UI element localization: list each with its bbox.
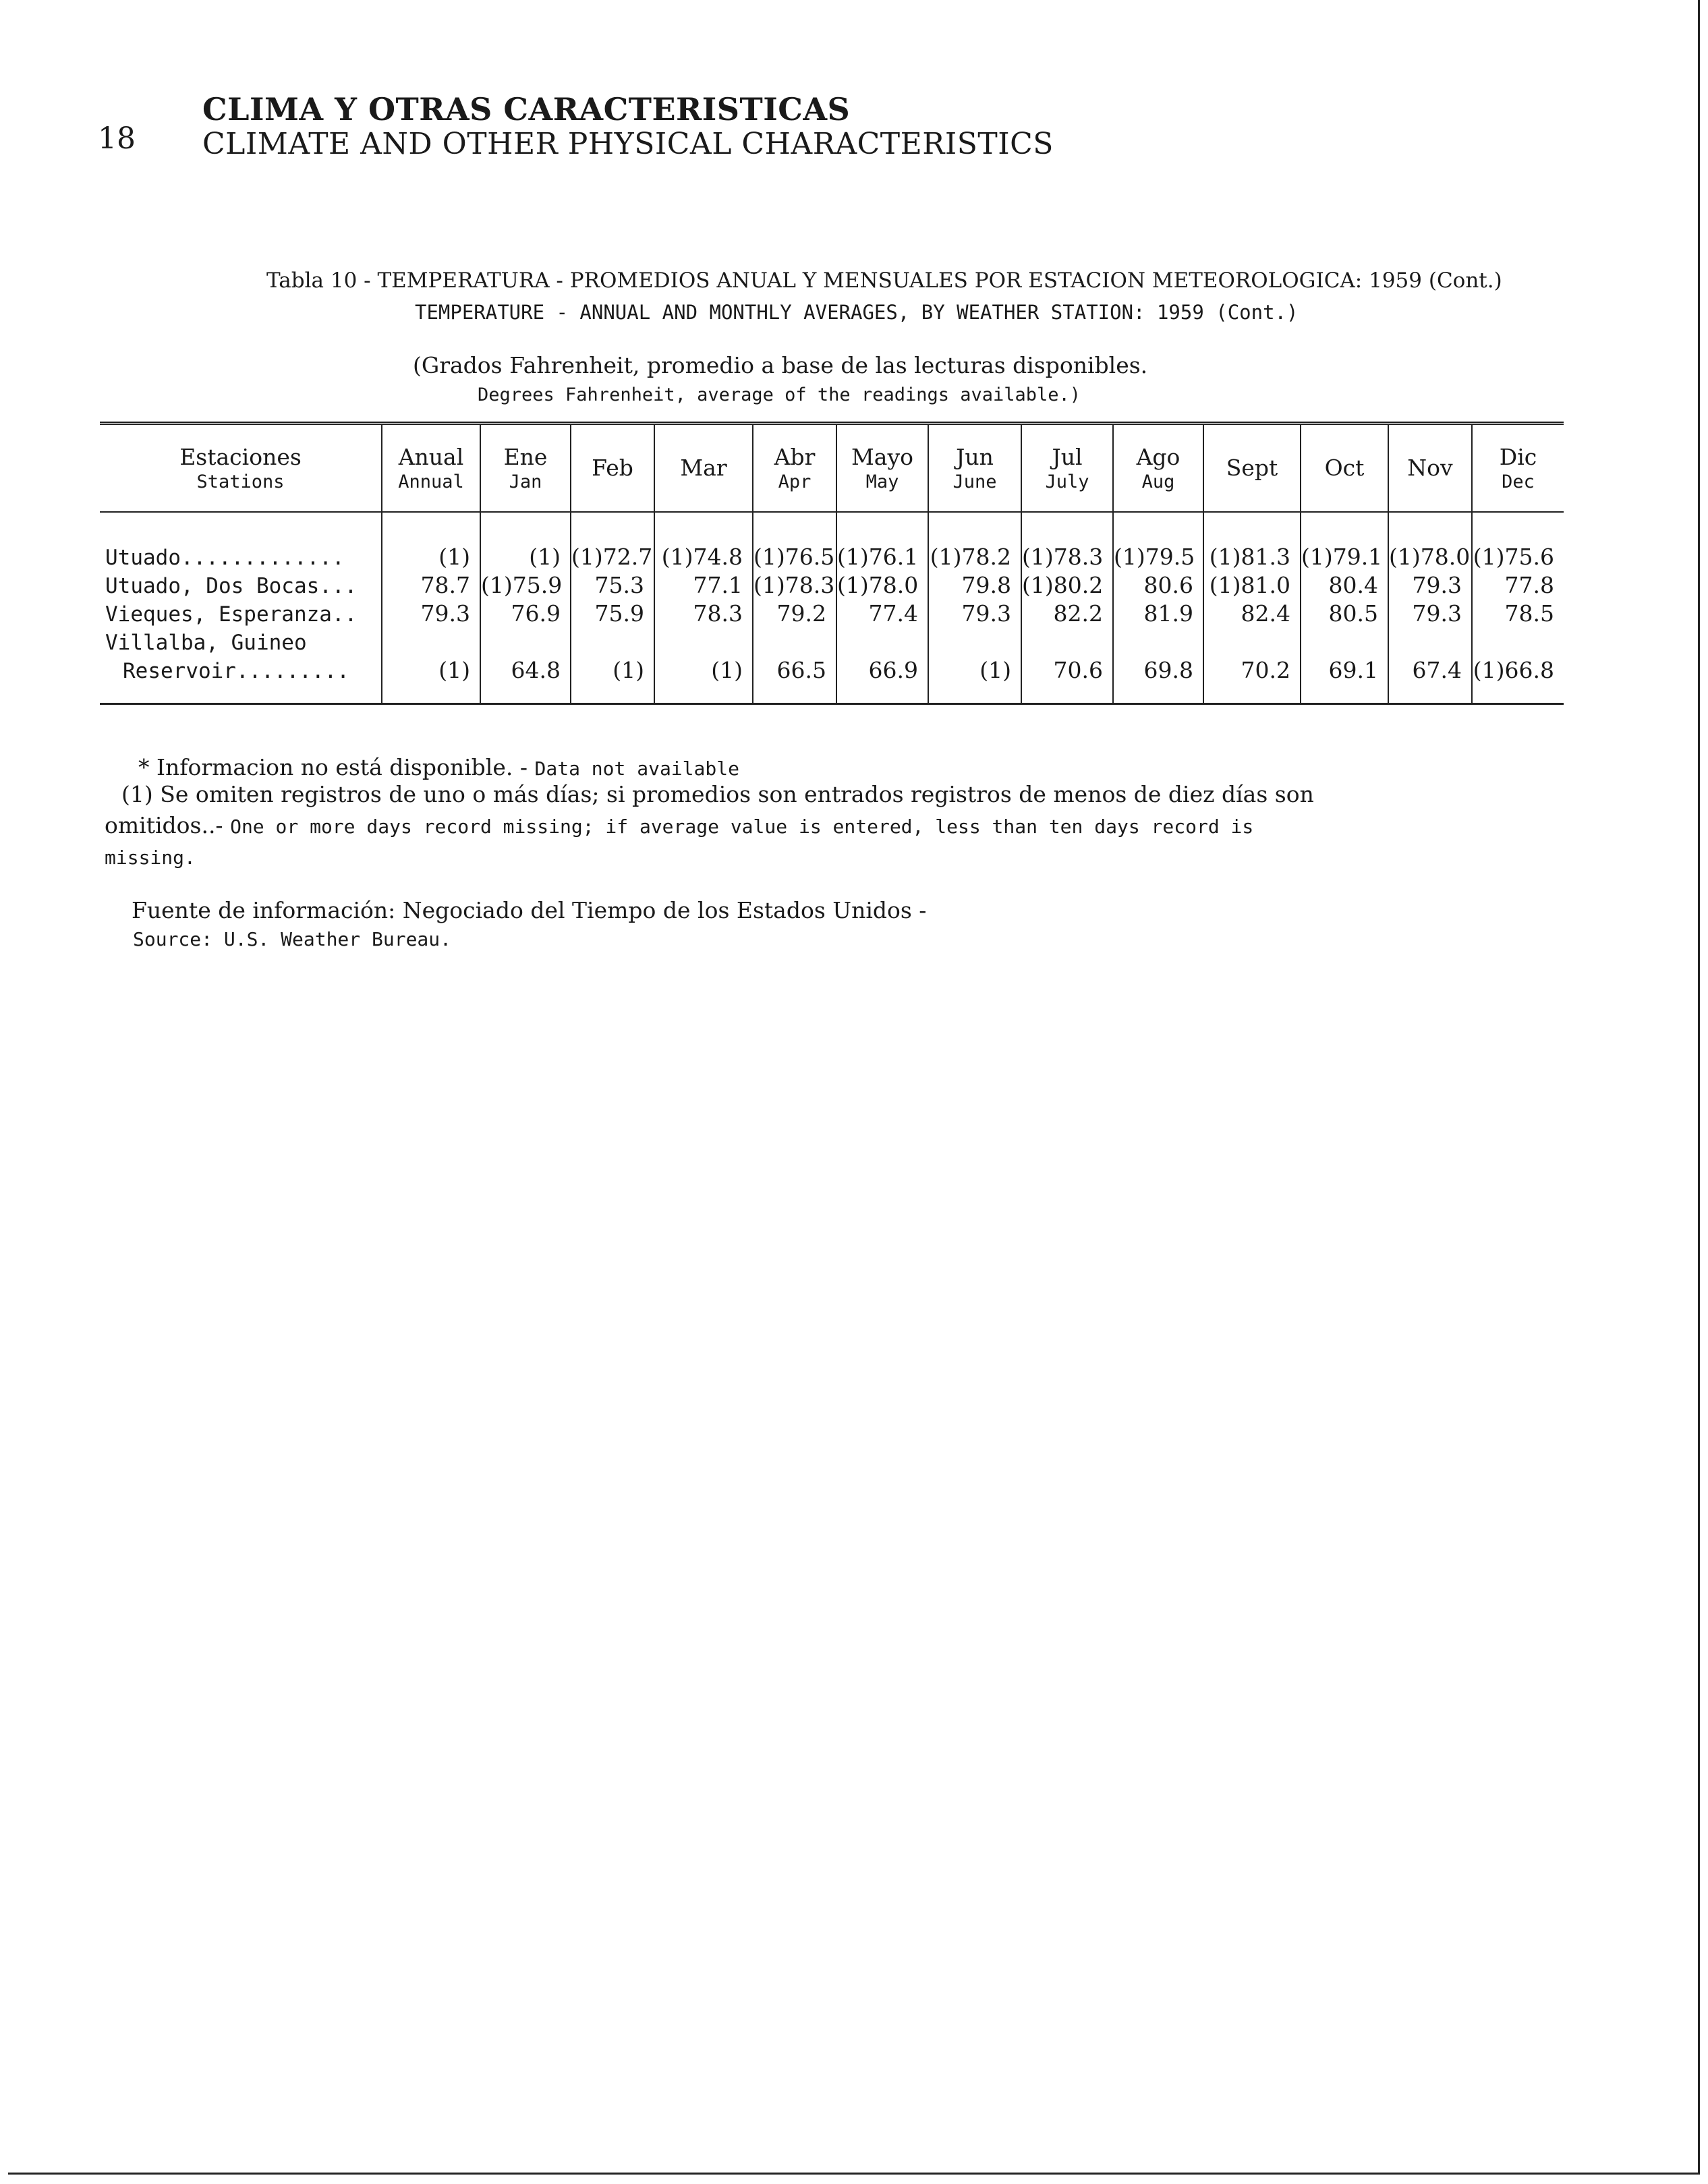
column-header-spanish: Ene [503,443,548,470]
value-cell: 66.5 [753,656,836,684]
spacer-cell [753,512,836,542]
value-cell [571,627,654,656]
station-name: Utuado............. [105,545,345,570]
value-cell: 79.3 [928,599,1021,627]
station-name: Vieques, Esperanza.. [105,602,358,627]
value-cell: 79.2 [753,599,836,627]
column-header-spanish: Mar [680,455,727,482]
value-cell: 75.9 [571,599,654,627]
value-cell: 79.8 [928,571,1021,599]
footnote-one-spanish: (1) Se omiten registros de uno o más días; si promedios son entrados registros de menos de diez días son [121,781,1314,807]
station-cell [100,599,382,627]
value-cell: 70.2 [1203,656,1301,684]
value-cell: 79.3 [1388,599,1472,627]
column-header-english: July [1045,471,1089,492]
value-cell: (1)78.0 [836,571,928,599]
value-cell: (1)72.7 [571,542,654,571]
value-cell: 79.3 [382,599,480,627]
spacer-cell [654,684,753,704]
column-header-spanish: Jun [956,443,994,470]
footnote-star-spanish: * Informacion no está disponible. - [138,754,528,780]
value-cell: (1)78.3 [753,571,836,599]
column-header-english: Annual [398,471,464,492]
value-cell: 70.6 [1021,656,1113,684]
station-cell [100,571,382,599]
value-cell [1203,627,1301,656]
column-header-english: June [952,471,997,492]
value-cell: (1)75.6 [1472,542,1564,571]
page-heading-english: CLIMATE AND OTHER PHYSICAL CHARACTERISTICS [202,127,1054,161]
spacer-cell [1203,512,1301,542]
value-cell [1113,627,1203,656]
column-header [836,424,928,513]
page-number: 18 [98,121,136,156]
spacer-cell [571,684,654,704]
column-header [753,424,836,513]
page-border [8,0,1700,2175]
value-cell [1021,627,1113,656]
spacer-cell [480,512,571,542]
column-header-spanish: Mayo [851,443,913,470]
value-cell: (1)80.2 [1021,571,1113,599]
spacer-cell [100,684,382,704]
value-cell: 78.3 [654,599,753,627]
station-cell [100,656,382,684]
value-cell: (1) [480,542,571,571]
spacer-cell [1388,512,1472,542]
column-header [1203,424,1301,513]
column-header [382,424,480,513]
value-cell [382,627,480,656]
column-header-english: Aug [1141,471,1175,492]
footnote-star-english: Data not available [534,757,739,780]
source-spanish: Fuente de información: Negociado del Tiempo de los Estados Unidos - [132,897,927,923]
value-cell: (1)76.1 [836,542,928,571]
column-header [100,424,382,513]
value-cell: 80.4 [1301,571,1388,599]
spacer-cell [480,684,571,704]
value-cell: 64.8 [480,656,571,684]
page-heading-spanish: CLIMA Y OTRAS CARACTERISTICAS [202,91,851,127]
column-header-english: Dec [1502,471,1535,492]
column-header [928,424,1021,513]
footnote-one-english: One or more days record missing; if average value is entered, less than ten days record is [230,815,1254,838]
value-cell: 79.3 [1388,571,1472,599]
value-cell [1388,627,1472,656]
value-cell: (1) [382,656,480,684]
value-cell [836,627,928,656]
spacer-cell [1301,512,1388,542]
table-row [100,627,1564,656]
column-header-english: Jan [509,471,542,492]
value-cell: (1) [571,656,654,684]
station-name: Reservoir......... [123,658,349,683]
column-header [480,424,571,513]
station-name: Villalba, Guineo [105,630,307,655]
value-cell: (1)76.5 [753,542,836,571]
value-cell [480,627,571,656]
value-cell: 82.2 [1021,599,1113,627]
column-header-spanish: Jul [1052,443,1083,470]
source-english: Source: U.S. Weather Bureau. [133,928,452,950]
spacer-cell [1203,684,1301,704]
value-cell: (1)79.1 [1301,542,1388,571]
column-header-spanish: Dic [1499,443,1537,470]
value-cell: 78.7 [382,571,480,599]
value-cell: (1)81.3 [1203,542,1301,571]
station-name: Utuado, Dos Bocas... [105,573,358,598]
spacer-cell [1113,684,1203,704]
value-cell: 75.3 [571,571,654,599]
spacer-cell [382,512,480,542]
column-header [1472,424,1564,513]
value-cell: 80.5 [1301,599,1388,627]
column-header-spanish: Feb [592,455,633,482]
value-cell: 77.1 [654,571,753,599]
spacer-cell [1021,684,1113,704]
column-header [1388,424,1472,513]
column-header [1021,424,1113,513]
value-cell: (1)78.0 [1388,542,1472,571]
table-row [100,571,1564,599]
value-cell: 77.8 [1472,571,1564,599]
spacer-cell [836,512,928,542]
column-header-spanish: Estaciones [179,443,302,470]
table-row [100,656,1564,684]
value-cell: 80.6 [1113,571,1203,599]
footnote-not-available [138,754,739,780]
spacer-cell [753,684,836,704]
spacer-cell [100,512,382,542]
value-cell: 67.4 [1388,656,1472,684]
value-cell: 78.5 [1472,599,1564,627]
column-header [1301,424,1388,513]
table-body [100,512,1564,704]
spacer-row [100,512,1564,542]
value-cell: (1) [928,656,1021,684]
value-cell: (1)66.8 [1472,656,1564,684]
value-cell: (1)81.0 [1203,571,1301,599]
value-cell: 81.9 [1113,599,1203,627]
column-header-spanish: Ago [1136,443,1180,470]
spacer-cell [928,512,1021,542]
column-header-english: Stations [196,471,285,492]
spacer-cell [571,512,654,542]
value-cell [1472,627,1564,656]
spacer-cell [1113,512,1203,542]
table-row [100,599,1564,627]
footnote-one-english-end-text: missing. [105,846,196,869]
value-cell: (1)78.3 [1021,542,1113,571]
table-title-english: TEMPERATURE - ANNUAL AND MONTHLY AVERAGES, BY WEATHER STATION: 1959 (Cont.) [415,301,1299,324]
table-header-row [100,424,1564,513]
column-header-spanish: Abr [774,443,816,470]
value-cell: 66.9 [836,656,928,684]
value-cell: 69.8 [1113,656,1203,684]
spacer-cell [928,684,1021,704]
units-note-english: Degrees Fahrenheit, average of the readings available.) [478,384,1081,405]
column-header-spanish: Sept [1226,455,1278,482]
value-cell [654,627,753,656]
footnote-one-spanish-end: omitidos..- [105,812,223,838]
value-cell: 76.9 [480,599,571,627]
column-header-spanish: Nov [1407,455,1453,482]
spacer-cell [654,512,753,542]
temperature-table [100,422,1564,705]
value-cell [928,627,1021,656]
value-cell: (1) [654,656,753,684]
value-cell: (1)79.5 [1113,542,1203,571]
units-note-spanish: (Grados Fahrenheit, promedio a base de las lecturas disponibles. [413,352,1148,378]
value-cell: 82.4 [1203,599,1301,627]
spacer-row [100,684,1564,704]
value-cell: (1)74.8 [654,542,753,571]
column-header [571,424,654,513]
spacer-cell [1021,512,1113,542]
station-cell [100,542,382,571]
spacer-cell [1301,684,1388,704]
value-cell: (1)78.2 [928,542,1021,571]
value-cell: (1) [382,542,480,571]
station-cell [100,627,382,656]
footnote-one-english-end [105,843,196,869]
value-cell [753,627,836,656]
value-cell: 69.1 [1301,656,1388,684]
spacer-cell [382,684,480,704]
value-cell [1301,627,1388,656]
footnote-one-continued [105,812,1253,838]
value-cell: 77.4 [836,599,928,627]
table-row [100,542,1564,571]
column-header-english: Apr [778,471,812,492]
table-title-spanish: Tabla 10 - TEMPERATURA - PROMEDIOS ANUAL Y MENSUALES POR ESTACION METEOROLOGICA: 1959 (Cont.) [266,268,1502,293]
spacer-cell [1388,684,1472,704]
column-header [654,424,753,513]
column-header-spanish: Anual [398,443,464,470]
spacer-cell [1472,684,1564,704]
spacer-cell [1472,512,1564,542]
value-cell: (1)75.9 [480,571,571,599]
column-header [1113,424,1203,513]
column-header-english: May [865,471,899,492]
spacer-cell [836,684,928,704]
column-header-spanish: Oct [1324,455,1365,482]
